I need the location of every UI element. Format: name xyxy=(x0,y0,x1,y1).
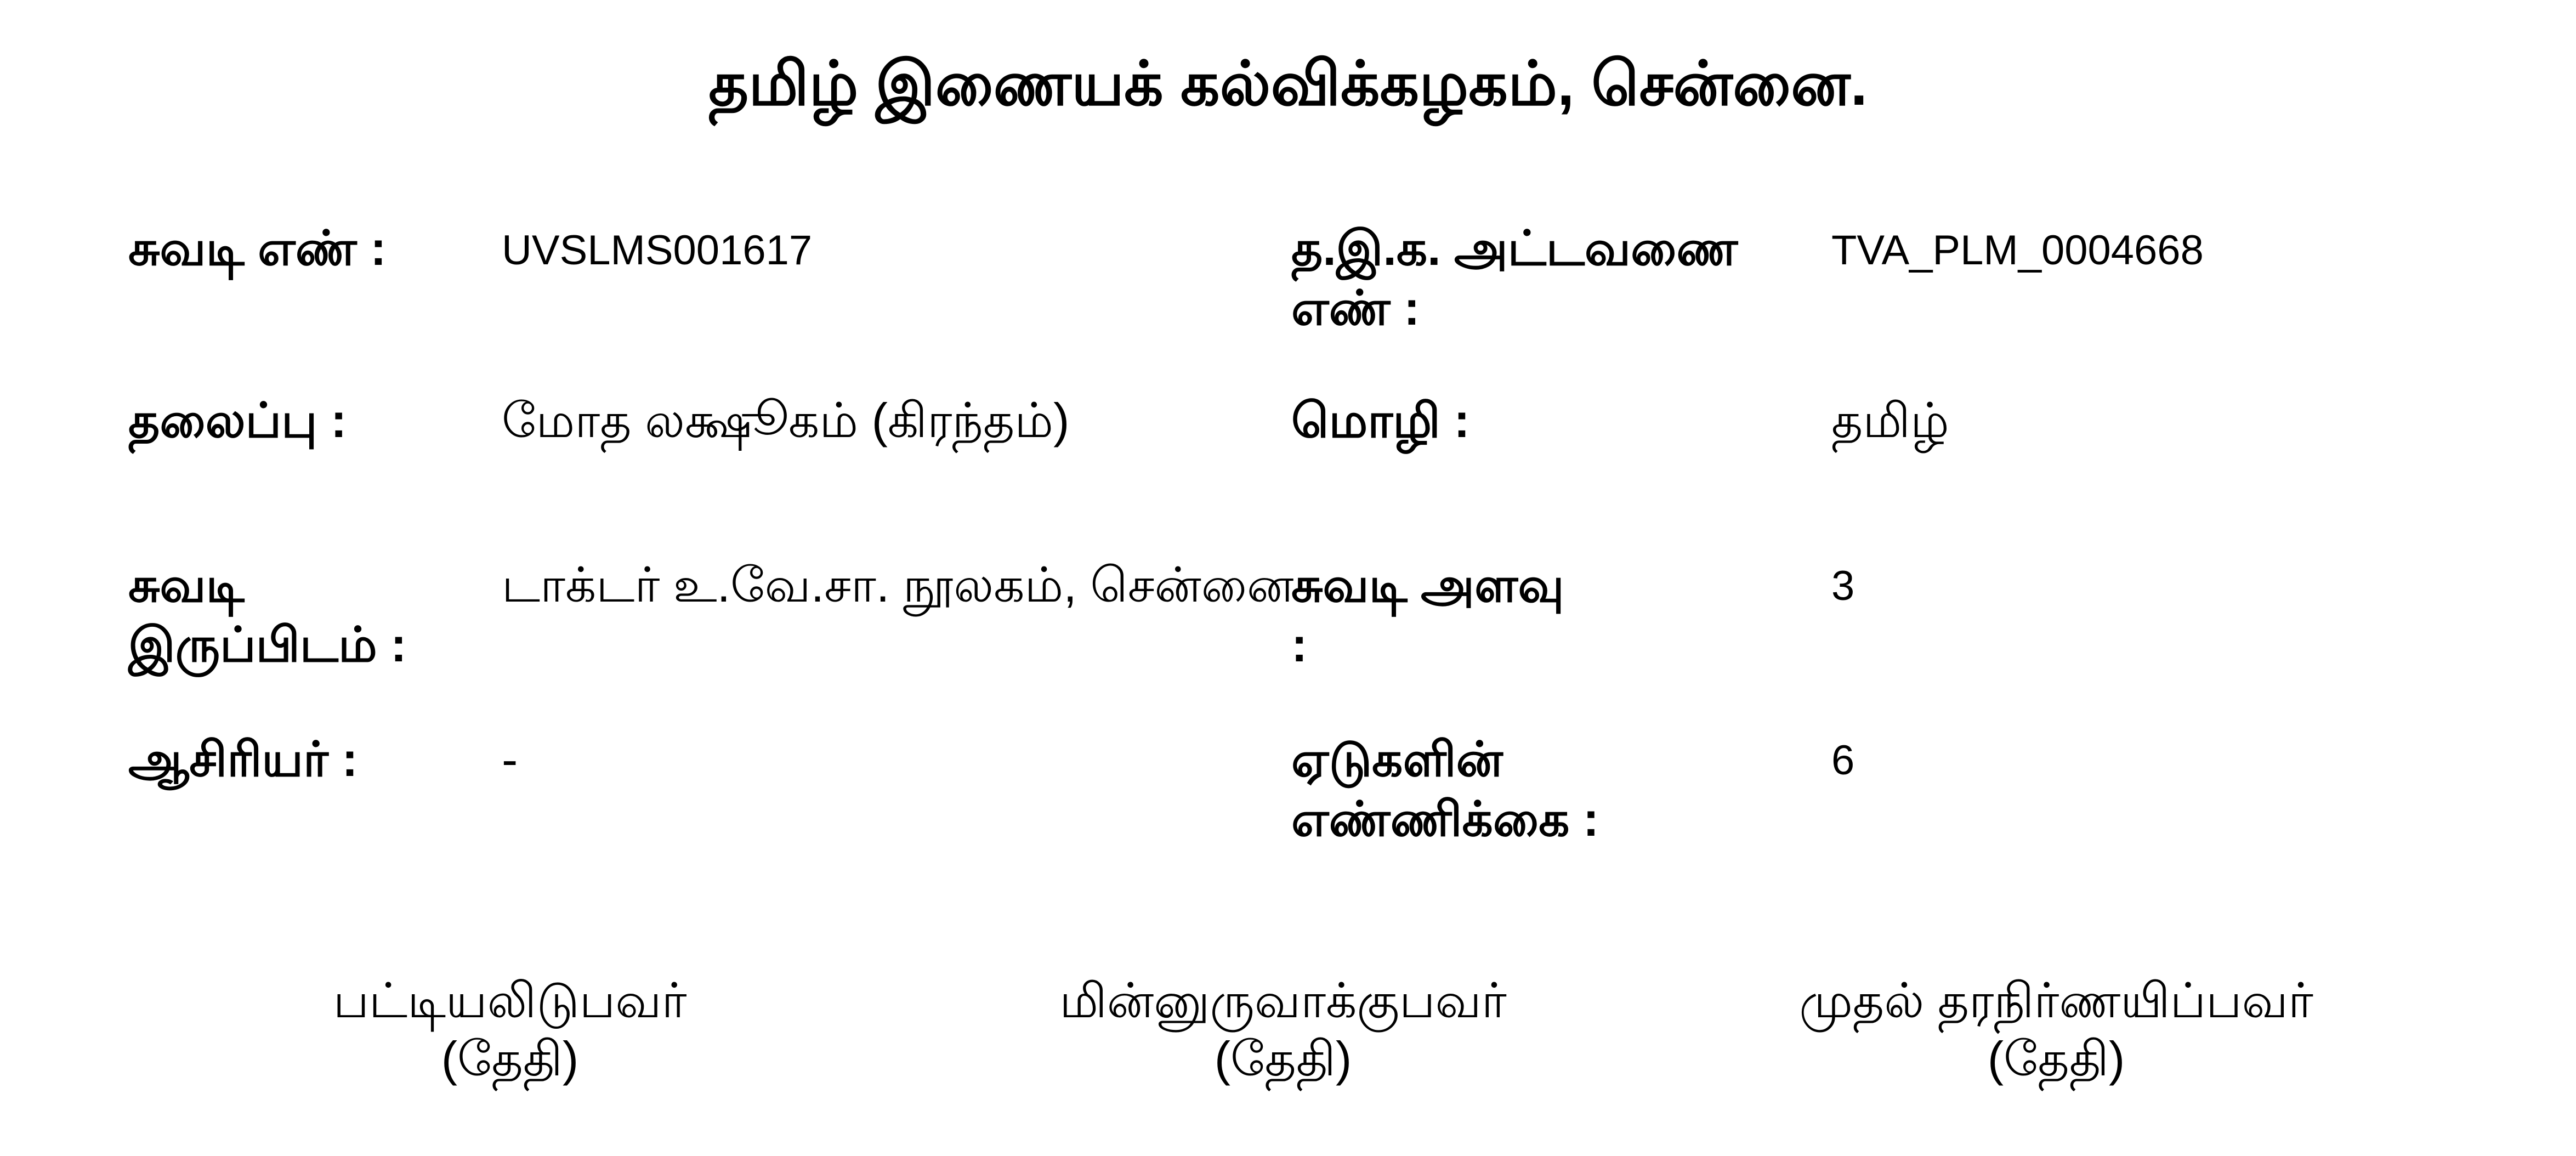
field-label-tva-catalog-number: த.இ.க. அட்டவணை எண் : xyxy=(1291,221,1751,336)
signature-role-cataloguer: பட்டியலிடுபவர் xyxy=(333,973,687,1028)
field-value-manuscript-size: 3 xyxy=(1831,563,1855,609)
field-value-tva-catalog-number: TVA_PLM_0004668 xyxy=(1831,227,2204,274)
signature-role-first-quality-assessor: முதல் தரநிர்ணயிப்பவர் xyxy=(1799,973,2313,1028)
field-label-language: மொழி : xyxy=(1291,393,1470,447)
field-value-manuscript-number: UVSLMS001617 xyxy=(502,227,813,274)
field-value-title: மோத லக்ஷூகம் (கிரந்தம்) xyxy=(502,393,1070,447)
field-value-author: - xyxy=(502,732,518,786)
signature-date-label-cataloguer: (தேதி) xyxy=(441,1031,579,1086)
field-label-manuscript-size: சுவடி அளவு : xyxy=(1291,558,1578,672)
signature-block-cataloguer xyxy=(99,972,921,1087)
field-label-manuscript-number: சுவடி எண் : xyxy=(128,221,387,275)
field-value-manuscript-location: டாக்டர் உ.வே.சா. நூலகம், சென்னை xyxy=(502,558,1294,612)
field-label-manuscript-location: சுவடி இருப்பிடம் : xyxy=(128,558,407,672)
field-value-language: தமிழ் xyxy=(1831,393,1949,447)
signature-block-first-quality-assessor xyxy=(1645,972,2467,1087)
signature-block-digitizer xyxy=(872,972,1694,1087)
signature-role-digitizer: மின்னுருவாக்குபவர் xyxy=(1059,973,1507,1028)
page-title: தமிழ் இணையக் கல்விக்கழகம், சென்னை. xyxy=(708,49,1868,118)
field-label-leaf-count: ஏடுகளின் எண்ணிக்கை : xyxy=(1291,732,1599,847)
field-value-leaf-count: 6 xyxy=(1831,737,1855,784)
field-label-author: ஆசிரியர் : xyxy=(128,732,358,786)
signature-date-label-first-quality-assessor: (தேதி) xyxy=(1987,1031,2125,1086)
field-label-title: தலைப்பு : xyxy=(128,393,347,447)
signature-date-label-digitizer: (தேதி) xyxy=(1214,1031,1352,1086)
